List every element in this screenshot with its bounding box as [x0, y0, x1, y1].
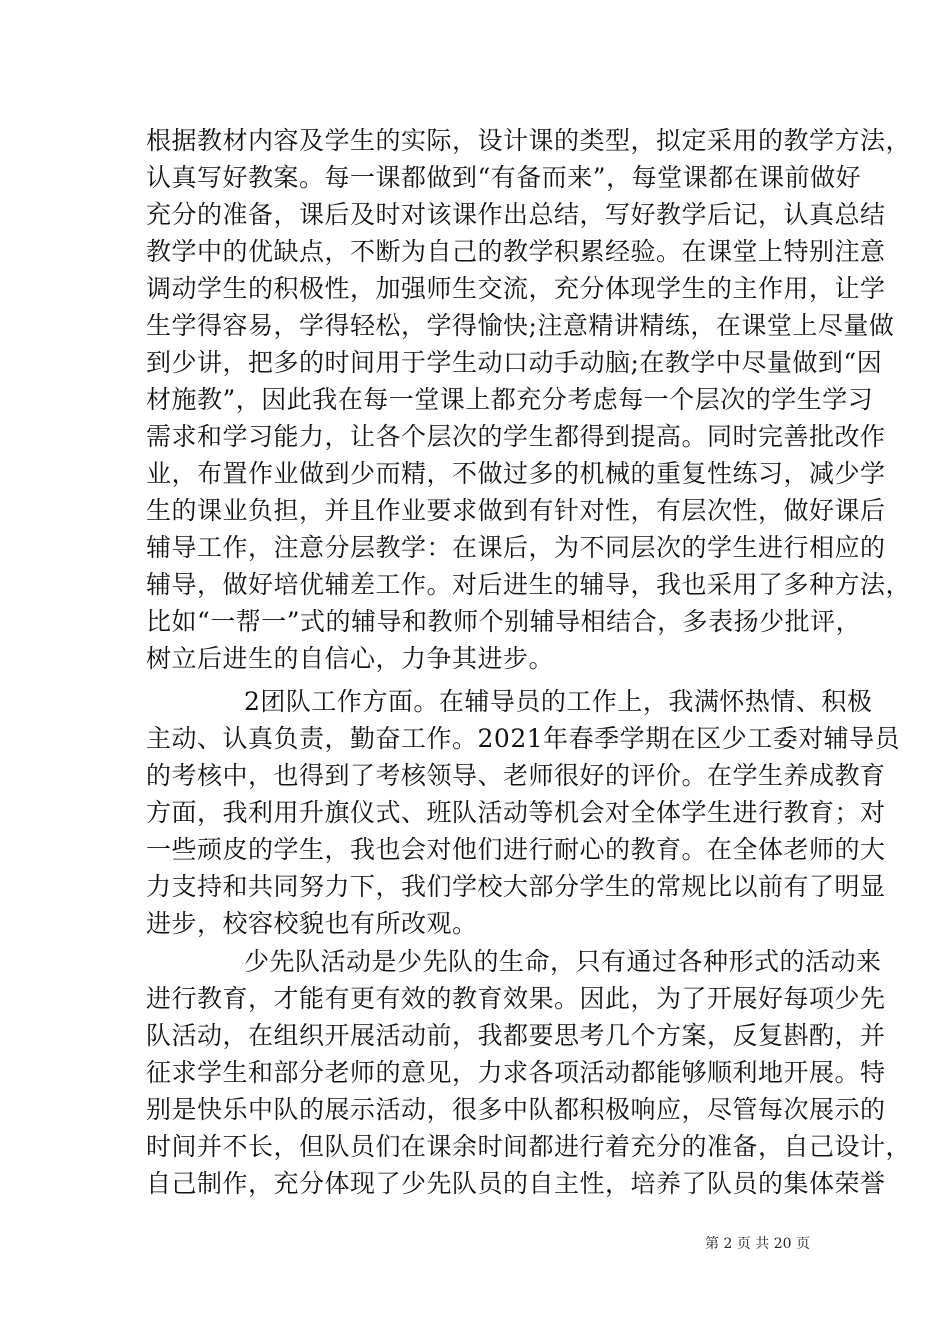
text-line: 教学中的优缺点，不断为自己的教学积累经验。在课堂上特别注意 [146, 237, 886, 266]
text-line: 材施教”，因此我在每一堂课上都充分考虑每一个层次的学生学习 [146, 385, 874, 414]
text-line: 充分的准备，课后及时对该课作出总结，写好教学后记，认真总结 [146, 200, 886, 229]
text-line: 少先队活动是少先队的生命，只有通过各种形式的活动来 [244, 947, 882, 976]
text-line: 业，布置作业做到少而精，不做过多的机械的重复性练习，减少学 [146, 459, 886, 488]
page-number-footer: 第 2 页 共 20 页 [705, 1236, 810, 1252]
text-line: 别是快乐中队的展示活动，很多中队都积极响应，尽管每次展示的 [146, 1095, 886, 1124]
text-line: 的考核中，也得到了考核领导、老师很好的评价。在学生养成教育 [146, 761, 886, 790]
text-line: 自己制作，充分体现了少先队员的自主性，培养了队员的集体荣誉 [146, 1169, 886, 1198]
text-line: 生学得容易，学得轻松，学得愉快;注意精讲精练，在课堂上尽量做 [146, 311, 895, 340]
text-line: 树立后进生的自信心，力争其进步。 [146, 644, 555, 673]
text-line: 队活动，在组织开展活动前，我都要思考几个方案，反复斟酌，并 [146, 1021, 886, 1050]
text-line: 根据教材内容及学生的实际，设计课的类型，拟定采用的教学方法， [146, 126, 912, 155]
text-line: 2团队工作方面。在辅导员的工作上，我满怀热情、积极 [244, 687, 873, 716]
text-line: 力支持和共同努力下，我们学校大部分学生的常规比以前有了明显 [146, 872, 886, 901]
text-line: 方面，我利用升旗仪式、班队活动等机会对全体学生进行教育；对 [146, 798, 886, 827]
text-line: 征求学生和部分老师的意见，力求各项活动都能够顺利地开展。特 [146, 1058, 886, 1087]
text-line: 生的课业负担，并且作业要求做到有针对性，有层次性，做好课后 [146, 496, 886, 525]
text-line: 一些顽皮的学生，我也会对他们进行耐心的教育。在全体老师的大 [146, 835, 886, 864]
text-line: 到少讲，把多的时间用于学生动口动手动脑;在教学中尽量做到“因 [146, 348, 883, 377]
text-line: 进行教育，才能有更有效的教育效果。因此，为了开展好每项少先 [146, 984, 886, 1013]
text-line: 调动学生的积极性，加强师生交流，充分体现学生的主作用，让学 [146, 274, 886, 303]
text-line: 进步，校容校貌也有所改观。 [146, 909, 478, 938]
text-line: 需求和学习能力，让各个层次的学生都得到提高。同时完善批改作 [146, 422, 886, 451]
text-line: 比如“一帮一”式的辅导和教师个别辅导相结合，多表扬少批评， [146, 607, 862, 636]
text-line: 主动、认真负责，勤奋工作。2021年春季学期在区少工委对辅导员 [146, 724, 901, 753]
text-line: 时间并不长，但队员们在课余时间都进行着充分的准备，自己设计， [146, 1132, 912, 1161]
text-line: 辅导工作，注意分层教学：在课后，为不同层次的学生进行相应的 [146, 533, 886, 562]
text-line: 认真写好教案。每一课都做到“有备而来”，每堂课都在课前做好 [146, 163, 862, 192]
text-line: 辅导，做好培优辅差工作。对后进生的辅导，我也采用了多种方法， [146, 570, 912, 599]
